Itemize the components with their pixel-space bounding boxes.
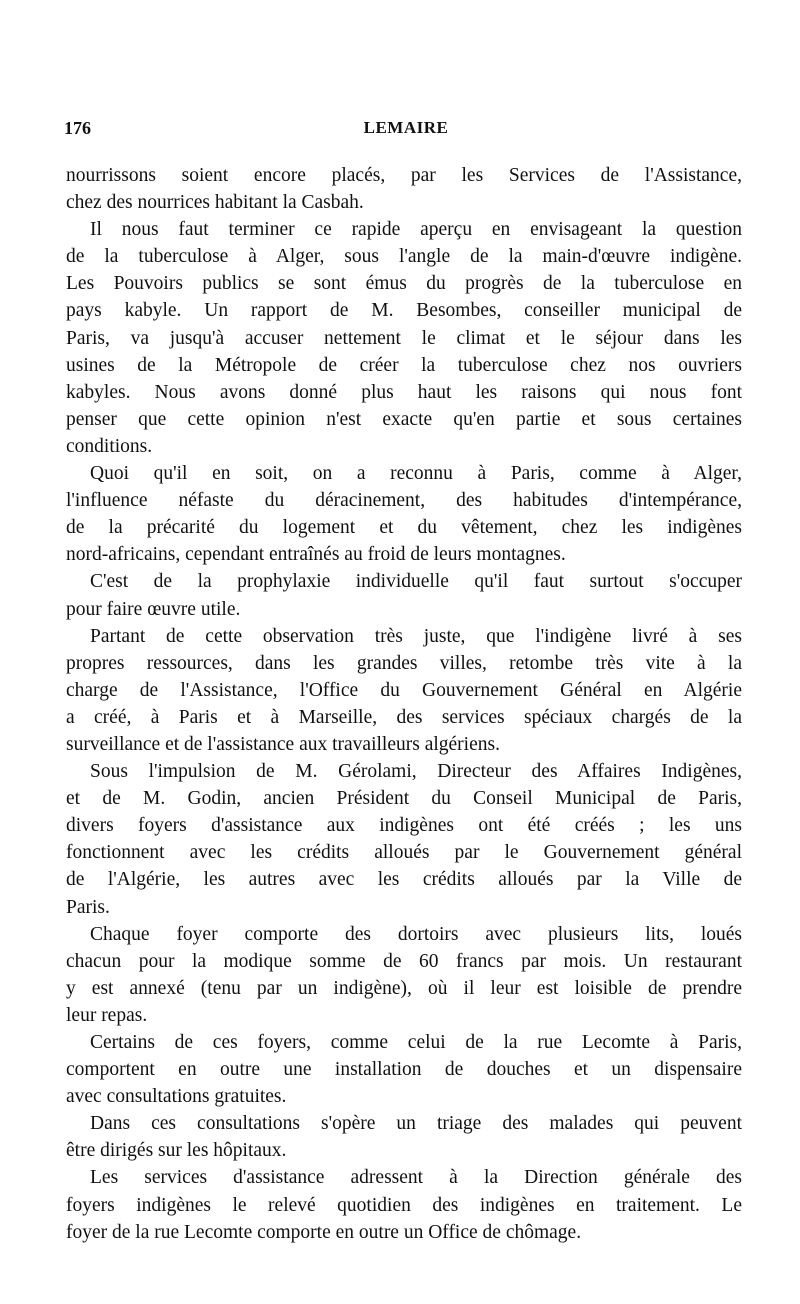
text-line: Quoi qu'il en soit, on a reconnu à Paris, comme à Alger,: [90, 463, 742, 485]
text-line: foyer de la rue Lecomte comporte en outre un Office de chômage.: [66, 1221, 582, 1243]
text-line: propres ressources, dans les grandes villes, retombe très vite à la: [66, 652, 742, 674]
text-line: Certains de ces foyers, comme celui de la rue Lecomte à Paris,: [90, 1032, 742, 1053]
text-line: charge de l'Assistance, l'Office du Gouvernement Général en Algérie: [66, 679, 742, 701]
text-line: a créé, à Paris et à Marseille, des services spéciaux chargés de la: [66, 706, 742, 728]
text-line: surveillance et de l'assistance aux travailleurs algériens.: [66, 733, 500, 755]
text-line: l'influence néfaste du déracinement, des habitudes d'intempérance,: [66, 490, 742, 512]
text-line: pour faire œuvre utile.: [66, 598, 241, 620]
text-line: pays kabyle. Un rapport de M. Besombes, conseiller municipal de: [66, 300, 742, 322]
text-line: nourrissons soient encore placés, par les Services de l'Assistance,: [66, 165, 742, 186]
text-line: y est annexé (tenu par un indigène), où il leur est loisible de prendre: [66, 977, 742, 999]
text-line: divers foyers d'assistance aux indigènes ont été créés ; les uns: [66, 815, 742, 837]
text-line: conditions.: [66, 435, 153, 457]
text-line: foyers indigènes le relevé quotidien des indigènes en traitement. Le: [66, 1194, 742, 1216]
text-line: fonctionnent avec les crédits alloués par le Gouvernement général: [66, 842, 742, 864]
text-line: Les Pouvoirs publics se sont émus du progrès de la tuberculose en: [66, 273, 742, 295]
page-number: 176: [64, 118, 91, 138]
text-line: comportent en outre une installation de douches et un dispensaire: [66, 1059, 742, 1081]
text-line: kabyles. Nous avons donné plus haut les raisons qui nous font: [66, 381, 742, 403]
text-line: de l'Algérie, les autres avec les crédits alloués par la Ville de: [66, 869, 742, 891]
text-line: penser que cette opinion n'est exacte qu'en partie et sous certaines: [66, 408, 742, 430]
text-line: chacun pour la modique somme de 60 francs par mois. Un restaurant: [66, 950, 742, 972]
text-line: de la précarité du logement et du vêtement, chez les indigènes: [66, 517, 742, 539]
text-line: Dans ces consultations s'opère un triage des malades qui peuvent: [90, 1113, 742, 1135]
text-line: être dirigés sur les hôpitaux.: [66, 1140, 287, 1162]
text-line: usines de la Métropole de créer la tuberculose chez nos ouvriers: [66, 354, 742, 376]
text-line: Paris.: [66, 896, 110, 918]
text-line: chez des nourrices habitant la Casbah.: [66, 192, 364, 214]
page-header: [64, 118, 748, 144]
text-line: et de M. Godin, ancien Président du Conseil Municipal de Paris,: [66, 788, 742, 810]
text-line: leur repas.: [66, 1004, 148, 1026]
text-line: Sous l'impulsion de M. Gérolami, Directeur des Affaires Indigènes,: [90, 761, 742, 783]
text-line: Les services d'assistance adressent à la Direction générale des: [90, 1167, 742, 1189]
running-title: LEMAIRE: [363, 118, 449, 137]
text-line: de la tuberculose à Alger, sous l'angle de la main-d'œuvre indigène.: [66, 246, 742, 268]
text-line: Partant de cette observation très juste, que l'indigène livré à ses: [90, 625, 742, 647]
text-line: nord-africains, cependant entraînés au froid de leurs montagnes.: [66, 544, 566, 566]
text-line: avec consultations gratuites.: [66, 1086, 287, 1108]
body-text: [66, 162, 742, 1246]
text-line: C'est de la prophylaxie individuelle qu'il faut surtout s'occuper: [90, 571, 742, 593]
text-line: Paris, va jusqu'à accuser nettement le climat et le séjour dans les: [66, 327, 742, 349]
text-line: Il nous faut terminer ce rapide aperçu en envisageant la question: [90, 219, 742, 241]
text-line: Chaque foyer comporte des dortoirs avec plusieurs lits, loués: [90, 923, 742, 945]
